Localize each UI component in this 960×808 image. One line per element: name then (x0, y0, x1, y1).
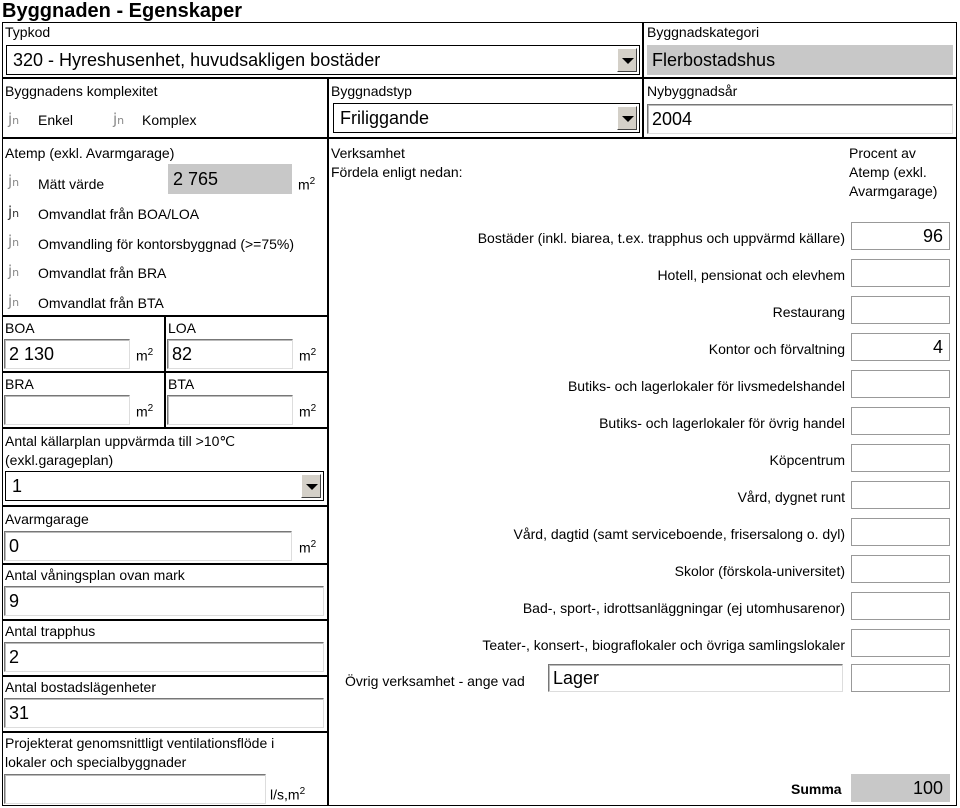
unit-ls-m2: $l/s,m^2$ (270, 786, 306, 803)
avarmgarage-label: Avarmgarage (5, 511, 89, 527)
verksamhet-percent-input[interactable]: 96 (851, 222, 950, 250)
typ-label: Byggnadstyp (331, 83, 412, 99)
kategori-field: Flerbostadshus (647, 45, 953, 75)
bra-label: BRA (5, 376, 34, 392)
typkod-label: Typkod (5, 24, 51, 40)
kallarplan-label-2: (exkl.garageplan) (5, 452, 114, 468)
radio-kontor[interactable]: jn (8, 232, 20, 250)
chevron-down-icon[interactable] (617, 48, 637, 72)
atemp-matt-value: 2 765 (168, 164, 292, 194)
verksamhet-percent-input[interactable] (851, 407, 950, 435)
unit-m2: $m^2$ (299, 347, 317, 364)
radio-komplex-label: Komplex (142, 112, 197, 128)
typ-value: Friliggande (340, 108, 430, 128)
verksamhet-percent-input[interactable] (851, 518, 950, 546)
ventilation-label-2: lokaler och specialbyggnader (5, 754, 187, 770)
ovrig-label: Övrig verksamhet - ange vad (345, 673, 525, 689)
radio-kontor-label: Omvandling för kontorsbyggnad (>=75%) (38, 236, 295, 252)
lagenheter-label: Antal bostadslägenheter (5, 679, 156, 695)
verksamhet-percent-input[interactable]: 4 (851, 333, 950, 361)
radio-bta-label: Omvandlat från BTA (38, 295, 164, 311)
verksamhet-percent-input[interactable] (851, 555, 950, 583)
typkod-value: 320 - Hyreshusenhet, huvudsakligen bostäder (13, 50, 381, 70)
verksamhet-row-label: Bad-, sport-, idrottsanläggningar (ej utomhusarenor) (522, 600, 845, 616)
atemp-label: Atemp (exkl. Avarmgarage) (5, 145, 175, 161)
radio-boa-label: Omvandlat från BOA/LOA (38, 206, 200, 222)
komplexitet-label: Byggnadens komplexitet (5, 83, 158, 99)
ventilation-input[interactable] (4, 774, 266, 804)
page-title: Byggnaden - Egenskaper (2, 0, 243, 22)
kategori-label: Byggnadskategori (647, 24, 760, 40)
summa-label: Summa (791, 781, 842, 797)
nybyggnadsar-input[interactable]: 2004 (647, 104, 953, 134)
verksamhet-percent-input[interactable] (851, 444, 950, 472)
verksamhet-sub: Fördela enligt nedan: (331, 164, 463, 180)
ovrig-input[interactable]: Lager (548, 664, 843, 692)
vaningsplan-input[interactable]: 9 (4, 586, 324, 616)
ventilation-label: Projekterat genomsnittligt ventilationsflöde i (5, 735, 275, 751)
verksamhet-row-label: Restaurang (772, 304, 845, 320)
radio-matt-label: Mätt värde (38, 176, 105, 192)
kallarplan-label: Antal källarplan uppvärmda till >10℃ (5, 433, 236, 449)
radio-enkel-label: Enkel (38, 112, 74, 128)
verksamhet-row-label: Hotell, pensionat och elevhem (657, 267, 845, 283)
bta-input[interactable] (167, 395, 293, 425)
unit-m2: $m^2$ (298, 176, 316, 193)
verksamhet-row-label: Bostäder (inkl. biarea, t.ex. trapphus och uppvärmd källare) (477, 230, 845, 246)
kallarplan-select[interactable] (5, 471, 324, 501)
lagenheter-input[interactable]: 31 (4, 698, 324, 728)
unit-m2: $m^2$ (136, 347, 154, 364)
radio-boa[interactable]: jn (8, 203, 20, 221)
verksamhet-row-label: Butiks- och lagerlokaler för övrig handel (599, 415, 845, 431)
ovrig-percent-input[interactable] (851, 664, 950, 692)
verksamhet-percent-input[interactable] (851, 481, 950, 509)
radio-bra[interactable]: jn (8, 262, 20, 280)
verksamhet-percent-input[interactable] (851, 592, 950, 620)
verksamhet-row-label: Vård, dagtid (samt serviceboende, frisersalong o. dyl) (513, 526, 845, 542)
unit-m2: $m^2$ (299, 539, 317, 556)
kallarplan-value: 1 (12, 476, 23, 496)
procent-header: Procent av (849, 145, 916, 161)
typ-select[interactable] (333, 103, 640, 133)
chevron-down-icon[interactable] (617, 106, 637, 130)
verksamhet-percent-input[interactable] (851, 296, 950, 324)
unit-m2: $m^2$ (136, 403, 154, 420)
procent-header-2: Atemp (exkl. (849, 164, 927, 180)
procent-header-3: Avarmgarage) (849, 183, 938, 199)
verksamhet-row-label: Vård, dygnet runt (737, 489, 845, 505)
boa-label: BOA (5, 320, 35, 336)
verksamhet-row-label: Köpcentrum (769, 452, 845, 468)
radio-enkel[interactable]: jn (8, 110, 20, 128)
verksamhet-percent-input[interactable] (851, 259, 950, 287)
unit-m2: $m^2$ (299, 403, 317, 420)
radio-bta[interactable]: jn (8, 292, 20, 310)
chevron-down-icon[interactable] (301, 474, 321, 498)
boa-input[interactable]: 2 130 (4, 339, 130, 369)
radio-matt[interactable]: jn (8, 172, 20, 190)
summa-value: 100 (851, 774, 950, 802)
verksamhet-row-label: Butiks- och lagerlokaler för livsmedelshandel (567, 378, 845, 394)
verksamhet-percent-input[interactable] (851, 629, 950, 657)
verksamhet-percent-input[interactable] (851, 370, 950, 398)
vaningsplan-label: Antal våningsplan ovan mark (5, 567, 185, 583)
loa-input[interactable]: 82 (167, 339, 293, 369)
loa-label: LOA (168, 320, 197, 336)
verksamhet-row-label: Kontor och förvaltning (708, 341, 845, 357)
nybyggnadsar-label: Nybyggnadsår (647, 83, 738, 99)
verksamhet-label: Verksamhet (331, 145, 405, 161)
bta-label: BTA (168, 376, 195, 392)
avarmgarage-input[interactable]: 0 (4, 531, 292, 561)
radio-komplex[interactable]: jn (113, 110, 125, 128)
trapphus-input[interactable]: 2 (4, 642, 324, 672)
verksamhet-row-label: Teater-, konsert-, biograflokaler och övriga samlingslokaler (482, 637, 845, 653)
bra-input[interactable] (4, 395, 130, 425)
verksamhet-row-label: Skolor (förskola-universitet) (674, 563, 845, 579)
trapphus-label: Antal trapphus (5, 623, 96, 639)
radio-bra-label: Omvandlat från BRA (38, 265, 167, 281)
typkod-select[interactable] (6, 45, 640, 75)
